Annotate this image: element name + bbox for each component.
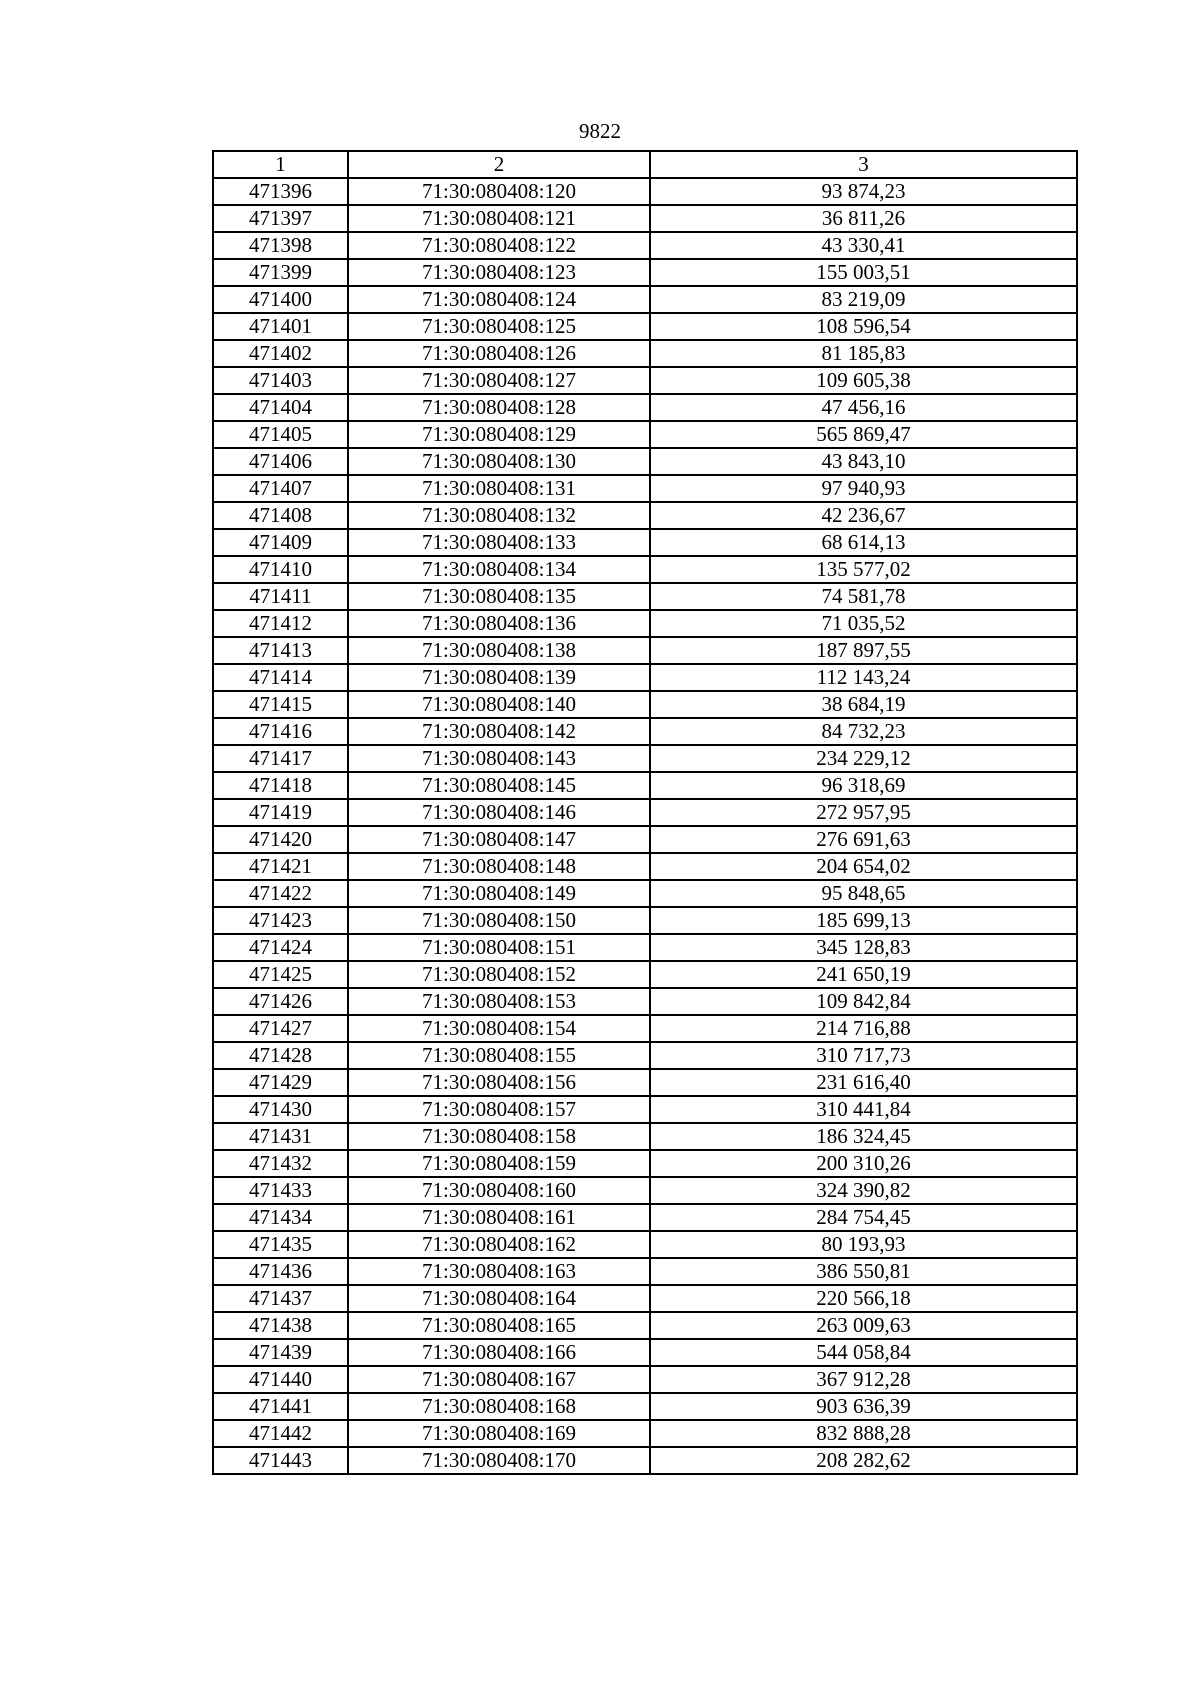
cadastral-number-cell: 71:30:080408:128: [348, 394, 650, 421]
record-number-cell: 471409: [213, 529, 348, 556]
cadastral-number-cell: 71:30:080408:140: [348, 691, 650, 718]
record-number-cell: 471405: [213, 421, 348, 448]
record-number-cell: 471440: [213, 1366, 348, 1393]
table-row: [213, 907, 1077, 934]
table-row: [213, 259, 1077, 286]
cadastral-number-cell: 71:30:080408:126: [348, 340, 650, 367]
table-row: [213, 1339, 1077, 1366]
value-cell: 42 236,67: [650, 502, 1077, 529]
record-number-cell: 471430: [213, 1096, 348, 1123]
cadastral-number-cell: 71:30:080408:133: [348, 529, 650, 556]
table-row: [213, 1258, 1077, 1285]
table-body: [213, 178, 1077, 1474]
table-row: [213, 1447, 1077, 1474]
cadastral-number-cell: 71:30:080408:125: [348, 313, 650, 340]
record-number-cell: 471443: [213, 1447, 348, 1474]
cadastral-number-cell: 71:30:080408:136: [348, 610, 650, 637]
record-number-cell: 471418: [213, 772, 348, 799]
record-number-cell: 471436: [213, 1258, 348, 1285]
table-row: [213, 394, 1077, 421]
record-number-cell: 471428: [213, 1042, 348, 1069]
table-row: [213, 1069, 1077, 1096]
record-number-cell: 471410: [213, 556, 348, 583]
cadastral-number-cell: 71:30:080408:139: [348, 664, 650, 691]
value-cell: 310 717,73: [650, 1042, 1077, 1069]
value-cell: 108 596,54: [650, 313, 1077, 340]
record-number-cell: 471441: [213, 1393, 348, 1420]
value-cell: 80 193,93: [650, 1231, 1077, 1258]
record-number-cell: 471431: [213, 1123, 348, 1150]
value-cell: 71 035,52: [650, 610, 1077, 637]
table-row: [213, 313, 1077, 340]
table-row: [213, 1285, 1077, 1312]
value-cell: 93 874,23: [650, 178, 1077, 205]
record-number-cell: 471411: [213, 583, 348, 610]
table-row: [213, 1420, 1077, 1447]
value-cell: 204 654,02: [650, 853, 1077, 880]
value-cell: 263 009,63: [650, 1312, 1077, 1339]
table-row: [213, 1204, 1077, 1231]
cadastral-number-cell: 71:30:080408:135: [348, 583, 650, 610]
record-number-cell: 471435: [213, 1231, 348, 1258]
cadastral-number-cell: 71:30:080408:147: [348, 826, 650, 853]
table-row: [213, 421, 1077, 448]
cadastral-number-cell: 71:30:080408:163: [348, 1258, 650, 1285]
record-number-cell: 471439: [213, 1339, 348, 1366]
table-row: [213, 961, 1077, 988]
cadastral-number-cell: 71:30:080408:122: [348, 232, 650, 259]
table-row: [213, 448, 1077, 475]
table-row: [213, 934, 1077, 961]
cadastral-number-cell: 71:30:080408:142: [348, 718, 650, 745]
table-row: [213, 1042, 1077, 1069]
value-cell: 43 330,41: [650, 232, 1077, 259]
cadastral-number-cell: 71:30:080408:153: [348, 988, 650, 1015]
table-row: [213, 502, 1077, 529]
cadastral-number-cell: 71:30:080408:145: [348, 772, 650, 799]
cadastral-number-cell: 71:30:080408:161: [348, 1204, 650, 1231]
table-row: [213, 772, 1077, 799]
record-number-cell: 471422: [213, 880, 348, 907]
record-number-cell: 471397: [213, 205, 348, 232]
cadastral-number-cell: 71:30:080408:151: [348, 934, 650, 961]
record-number-cell: 471402: [213, 340, 348, 367]
table-row: [213, 529, 1077, 556]
table-row: [213, 664, 1077, 691]
value-cell: 74 581,78: [650, 583, 1077, 610]
column-header-3: 3: [650, 151, 1077, 178]
value-cell: 43 843,10: [650, 448, 1077, 475]
value-cell: 367 912,28: [650, 1366, 1077, 1393]
record-number-cell: 471403: [213, 367, 348, 394]
table-row: [213, 1393, 1077, 1420]
table-row: [213, 1015, 1077, 1042]
table-row: [213, 1150, 1077, 1177]
table-row: [213, 1231, 1077, 1258]
table-row: [213, 691, 1077, 718]
value-cell: 38 684,19: [650, 691, 1077, 718]
cadastral-number-cell: 71:30:080408:166: [348, 1339, 650, 1366]
cadastral-number-cell: 71:30:080408:156: [348, 1069, 650, 1096]
value-cell: 832 888,28: [650, 1420, 1077, 1447]
value-cell: 214 716,88: [650, 1015, 1077, 1042]
table-row: [213, 745, 1077, 772]
value-cell: 345 128,83: [650, 934, 1077, 961]
record-number-cell: 471426: [213, 988, 348, 1015]
cadastral-number-cell: 71:30:080408:134: [348, 556, 650, 583]
cadastral-number-cell: 71:30:080408:127: [348, 367, 650, 394]
header-row: [213, 151, 1077, 178]
table-row: [213, 637, 1077, 664]
cadastral-number-cell: 71:30:080408:138: [348, 637, 650, 664]
cadastral-number-cell: 71:30:080408:159: [348, 1150, 650, 1177]
cadastral-number-cell: 71:30:080408:157: [348, 1096, 650, 1123]
value-cell: 109 605,38: [650, 367, 1077, 394]
value-cell: 276 691,63: [650, 826, 1077, 853]
table-row: [213, 1366, 1077, 1393]
record-number-cell: 471417: [213, 745, 348, 772]
table-row: [213, 1096, 1077, 1123]
table-row: [213, 1177, 1077, 1204]
value-cell: 284 754,45: [650, 1204, 1077, 1231]
record-number-cell: 471438: [213, 1312, 348, 1339]
record-number-cell: 471442: [213, 1420, 348, 1447]
value-cell: 81 185,83: [650, 340, 1077, 367]
record-number-cell: 471437: [213, 1285, 348, 1312]
cadastral-number-cell: 71:30:080408:169: [348, 1420, 650, 1447]
table-row: [213, 853, 1077, 880]
cadastral-number-cell: 71:30:080408:129: [348, 421, 650, 448]
value-cell: 155 003,51: [650, 259, 1077, 286]
value-cell: 47 456,16: [650, 394, 1077, 421]
cadastral-number-cell: 71:30:080408:164: [348, 1285, 650, 1312]
table-row: [213, 826, 1077, 853]
column-header-1: 1: [213, 151, 348, 178]
record-number-cell: 471415: [213, 691, 348, 718]
record-number-cell: 471419: [213, 799, 348, 826]
cadastral-number-cell: 71:30:080408:121: [348, 205, 650, 232]
record-number-cell: 471414: [213, 664, 348, 691]
table-row: [213, 286, 1077, 313]
cadastral-number-cell: 71:30:080408:149: [348, 880, 650, 907]
value-cell: 84 732,23: [650, 718, 1077, 745]
value-cell: 200 310,26: [650, 1150, 1077, 1177]
cadastral-number-cell: 71:30:080408:158: [348, 1123, 650, 1150]
record-number-cell: 471432: [213, 1150, 348, 1177]
table-row: [213, 178, 1077, 205]
cadastral-number-cell: 71:30:080408:160: [348, 1177, 650, 1204]
value-cell: 36 811,26: [650, 205, 1077, 232]
record-number-cell: 471406: [213, 448, 348, 475]
record-number-cell: 471407: [213, 475, 348, 502]
value-cell: 220 566,18: [650, 1285, 1077, 1312]
value-cell: 272 957,95: [650, 799, 1077, 826]
cadastral-number-cell: 71:30:080408:124: [348, 286, 650, 313]
record-number-cell: 471398: [213, 232, 348, 259]
cadastral-number-cell: 71:30:080408:120: [348, 178, 650, 205]
cadastral-number-cell: 71:30:080408:150: [348, 907, 650, 934]
value-cell: 386 550,81: [650, 1258, 1077, 1285]
value-cell: 95 848,65: [650, 880, 1077, 907]
value-cell: 565 869,47: [650, 421, 1077, 448]
value-cell: 187 897,55: [650, 637, 1077, 664]
table-row: [213, 232, 1077, 259]
cadastral-number-cell: 71:30:080408:152: [348, 961, 650, 988]
record-number-cell: 471413: [213, 637, 348, 664]
cadastral-number-cell: 71:30:080408:170: [348, 1447, 650, 1474]
cadastral-number-cell: 71:30:080408:131: [348, 475, 650, 502]
table-row: [213, 583, 1077, 610]
record-number-cell: 471427: [213, 1015, 348, 1042]
value-cell: 68 614,13: [650, 529, 1077, 556]
cadastral-number-cell: 71:30:080408:165: [348, 1312, 650, 1339]
table-row: [213, 988, 1077, 1015]
table-row: [213, 1312, 1077, 1339]
record-number-cell: 471400: [213, 286, 348, 313]
cadastral-number-cell: 71:30:080408:162: [348, 1231, 650, 1258]
cadastral-number-cell: 71:30:080408:146: [348, 799, 650, 826]
value-cell: 96 318,69: [650, 772, 1077, 799]
value-cell: 208 282,62: [650, 1447, 1077, 1474]
table-row: [213, 1123, 1077, 1150]
table-row: [213, 880, 1077, 907]
cadastral-number-cell: 71:30:080408:132: [348, 502, 650, 529]
record-number-cell: 471408: [213, 502, 348, 529]
page-number: 9822: [579, 119, 621, 143]
record-number-cell: 471424: [213, 934, 348, 961]
record-number-cell: 471420: [213, 826, 348, 853]
record-number-cell: 471421: [213, 853, 348, 880]
table-row: [213, 367, 1077, 394]
record-number-cell: 471433: [213, 1177, 348, 1204]
record-number-cell: 471399: [213, 259, 348, 286]
value-cell: 97 940,93: [650, 475, 1077, 502]
table-row: [213, 556, 1077, 583]
cadastral-number-cell: 71:30:080408:123: [348, 259, 650, 286]
table-row: [213, 799, 1077, 826]
cadastral-number-cell: 71:30:080408:148: [348, 853, 650, 880]
table-row: [213, 475, 1077, 502]
record-number-cell: 471429: [213, 1069, 348, 1096]
cadastral-number-cell: 71:30:080408:130: [348, 448, 650, 475]
record-number-cell: 471412: [213, 610, 348, 637]
value-cell: 241 650,19: [650, 961, 1077, 988]
record-number-cell: 471434: [213, 1204, 348, 1231]
record-number-cell: 471401: [213, 313, 348, 340]
cadastral-number-cell: 71:30:080408:167: [348, 1366, 650, 1393]
cadastral-number-cell: 71:30:080408:154: [348, 1015, 650, 1042]
cadastral-number-cell: 71:30:080408:155: [348, 1042, 650, 1069]
data-table: [212, 150, 1078, 1475]
value-cell: 109 842,84: [650, 988, 1077, 1015]
record-number-cell: 471425: [213, 961, 348, 988]
record-number-cell: 471416: [213, 718, 348, 745]
table-row: [213, 205, 1077, 232]
column-header-2: 2: [348, 151, 650, 178]
value-cell: 231 616,40: [650, 1069, 1077, 1096]
table-header: [213, 151, 1077, 178]
table-row: [213, 718, 1077, 745]
value-cell: 185 699,13: [650, 907, 1077, 934]
cadastral-number-cell: 71:30:080408:143: [348, 745, 650, 772]
value-cell: 234 229,12: [650, 745, 1077, 772]
record-number-cell: 471396: [213, 178, 348, 205]
value-cell: 83 219,09: [650, 286, 1077, 313]
value-cell: 112 143,24: [650, 664, 1077, 691]
value-cell: 186 324,45: [650, 1123, 1077, 1150]
cadastral-number-cell: 71:30:080408:168: [348, 1393, 650, 1420]
value-cell: 310 441,84: [650, 1096, 1077, 1123]
table-row: [213, 610, 1077, 637]
value-cell: 324 390,82: [650, 1177, 1077, 1204]
table-row: [213, 340, 1077, 367]
value-cell: 903 636,39: [650, 1393, 1077, 1420]
record-number-cell: 471423: [213, 907, 348, 934]
value-cell: 544 058,84: [650, 1339, 1077, 1366]
record-number-cell: 471404: [213, 394, 348, 421]
value-cell: 135 577,02: [650, 556, 1077, 583]
